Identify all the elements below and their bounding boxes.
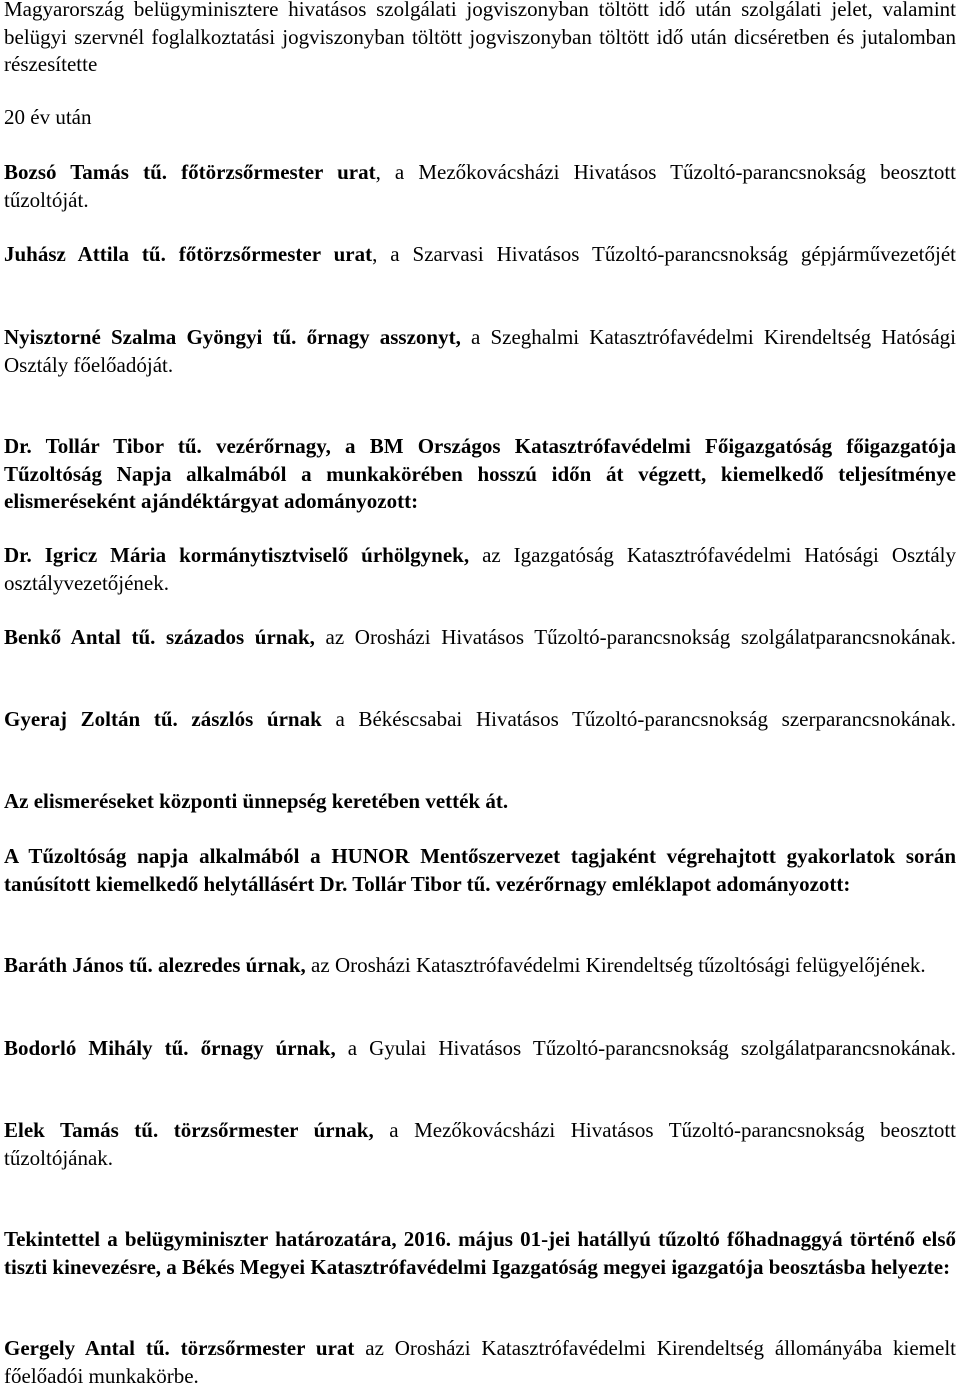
bold-text: Gyeraj Zoltán tű. zászlós úrnak [4,707,322,731]
bold-text: Tekintettel a belügyminiszter határozatára, 2016. május 01-jei hatállyú tűzoltó főhadnaggyá történő első tiszti kinevezésre, a Békés Megyei Katasztrófavédelmi Igazgatóság megyei igazgatója beosztásba helyezte: [4,1227,956,1279]
body-text: az Orosházi Hivatásos Tűzoltó-parancsnokság szolgálatparancsnokának. [314,625,956,649]
bold-text: Juhász Attila tű. főtörzsőrmester urat [4,242,373,266]
bold-text: Dr. Igricz Mária kormánytisztviselő úrhölgynek, [4,543,470,567]
paragraph-appointment-intro [4,1226,956,1281]
bold-text: Benkő Antal tű. százados úrnak, [4,625,315,649]
paragraph-gift-intro [4,433,956,516]
paragraph-certificate-entry [4,1035,956,1063]
body-text: az Orosházi Katasztrófavédelmi Kirendeltség állományába kiemelt főelőadói munkakörbe. [4,1336,956,1388]
bold-text: Nyisztorné Szalma Gyöngyi tű. őrnagy asszonyt, [4,325,461,349]
body-text: a Mezőkovácsházi Hivatásos Tűzoltó-parancsnokság beosztott tűzoltójának. [4,1118,956,1170]
paragraph-ceremony-note [4,788,956,816]
bold-text: Elek Tamás tű. törzsőrmester úrnak, [4,1118,374,1142]
bold-text: Gergely Antal tű. törzsőrmester urat [4,1336,355,1360]
paragraph-certificate-intro [4,843,956,898]
paragraph-gift-entry [4,624,956,652]
body-text: , a Mezőkovácsházi Hivatásos Tűzoltó-parancsnokság beosztott tűzoltóját. [4,160,956,212]
bold-text: Bodorló Mihály tű. őrnagy úrnak, [4,1036,336,1060]
bold-text: Az elismeréseket központi ünnepség keretében vették át. [4,789,509,813]
body-text: Magyarország belügyminisztere hivatásos szolgálati jogviszonyban töltött idő után szolgálati jelet, valamint belügyi szervnél foglalkoztatási jogviszonyban töltött jogviszonyban töltött idő után dicséretben és jutalomban részesítette [4,0,956,76]
body-text: a Békéscsabai Hivatásos Tűzoltó-parancsnokság szerparancsnokának. [321,707,956,731]
paragraph-certificate-entry [4,1117,956,1172]
paragraph-appointment-entry [4,1335,956,1390]
bold-text: Bozsó Tamás tű. főtörzsőrmester urat [4,160,376,184]
bold-text: Baráth János tű. alezredes úrnak, [4,953,306,977]
body-text: a Szeghalmi Katasztrófavédelmi Kirendeltség Hatósági Osztály főelőadóját. [4,325,956,377]
paragraph-award-entry [4,324,956,379]
body-text: az Igazgatóság Katasztrófavédelmi Hatósági Osztály osztályvezetőjének. [4,543,956,595]
body-text: 20 év után [4,105,92,129]
paragraph-gift-entry [4,706,956,734]
body-text: az Orosházi Katasztrófavédelmi Kirendeltség tűzoltósági felügyelőjének. [305,953,926,977]
paragraph-award-entry [4,159,956,214]
paragraph-intro [4,0,956,79]
paragraph-section-heading [4,104,956,132]
paragraph-certificate-entry [4,952,956,980]
paragraph-award-entry [4,241,956,269]
paragraph-gift-entry [4,542,956,597]
body-text: a Gyulai Hivatásos Tűzoltó-parancsnokság szolgálatparancsnokának. [335,1036,956,1060]
body-text: , a Szarvasi Hivatásos Tűzoltó-parancsnokság gépjárművezetőjét [372,242,956,266]
bold-text: A Tűzoltóság napja alkalmából a HUNOR Mentőszervezet tagjaként végrehajtott gyakorlatok során tanúsított kiemelkedő helytállásért Dr. Tollár Tibor tű. vezérőrnagy emléklapot adományozott: [4,844,956,896]
bold-text: Dr. Tollár Tibor tű. vezérőrnagy, a BM Országos Katasztrófavédelmi Főigazgatóság főigazgatója Tűzoltóság Napja alkalmából a munkakörében hosszú időn át végzett, kiemelkedő teljesítménye elismeréseként ajándéktárgyat adományozott: [4,434,956,513]
